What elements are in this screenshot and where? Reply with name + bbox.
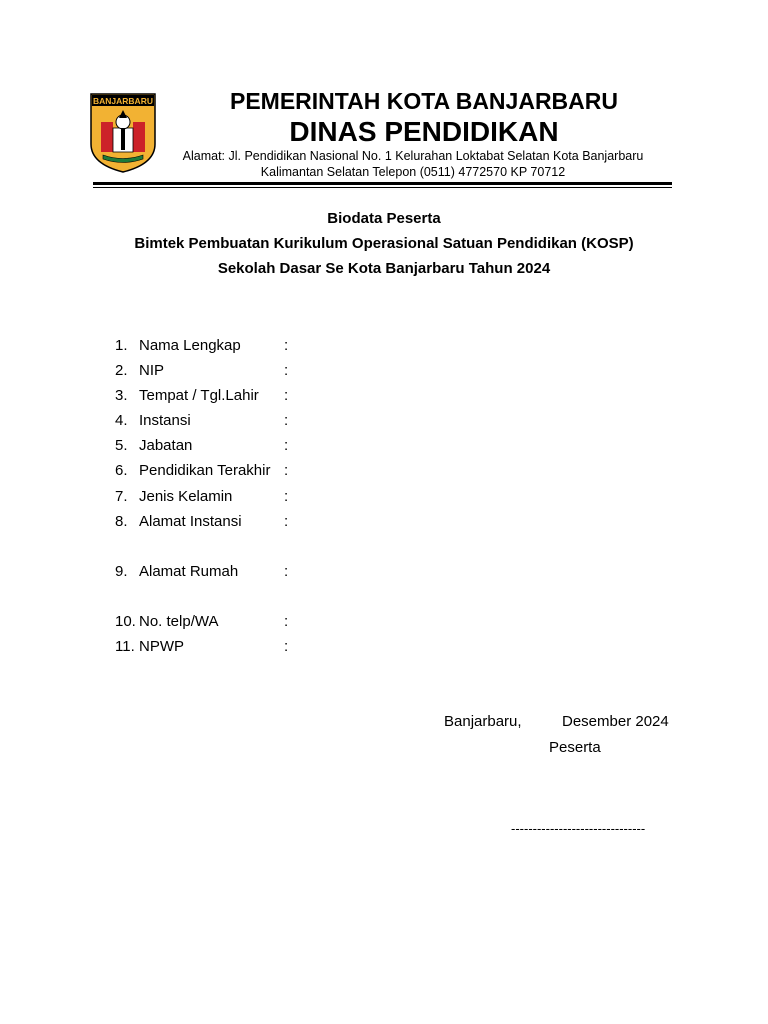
field-label: Nama Lengkap <box>139 337 241 354</box>
event-name: Bimtek Pembuatan Kurikulum Operasional Satuan Pendidikan (KOSP) <box>134 235 634 252</box>
field-number: 1. <box>115 337 128 354</box>
field-label: NPWP <box>139 638 184 655</box>
address-line-1: Alamat: Jl. Pendidikan Nasional No. 1 Kelurahan Loktabat Selatan Kota Banjarbaru <box>182 149 644 163</box>
field-colon: : <box>284 638 289 655</box>
field-colon: : <box>284 513 289 530</box>
city-emblem-logo <box>89 92 157 174</box>
field-number: 10. <box>115 613 136 630</box>
field-colon: : <box>284 387 289 404</box>
field-label: Jabatan <box>139 437 193 454</box>
field-colon: : <box>284 337 289 354</box>
agency-name: DINAS PENDIDIKAN <box>289 116 559 147</box>
field-colon: : <box>284 613 289 630</box>
field-number: 2. <box>115 362 128 379</box>
field-label: No. telp/WA <box>139 613 219 630</box>
field-label: NIP <box>139 362 165 379</box>
field-number: 8. <box>115 513 128 530</box>
field-number: 3. <box>115 387 128 404</box>
event-scope: Sekolah Dasar Se Kota Banjarbaru Tahun 2024 <box>217 260 551 277</box>
field-label: Alamat Instansi <box>139 513 242 530</box>
field-label: Alamat Rumah <box>139 563 239 580</box>
signature-place: Banjarbaru, <box>444 713 522 730</box>
field-colon: : <box>284 362 289 379</box>
field-number: 9. <box>115 563 128 580</box>
field-colon: : <box>284 412 289 429</box>
header-divider-thick <box>93 182 672 185</box>
signature-line: ------------------------------- <box>511 821 646 836</box>
agency-address <box>160 149 666 180</box>
field-label: Tempat / Tgl.Lahir <box>139 387 259 404</box>
field-label: Jenis Kelamin <box>139 488 233 505</box>
field-number: 6. <box>115 462 128 479</box>
field-colon: : <box>284 488 289 505</box>
field-number: 4. <box>115 412 128 429</box>
signature-date: Desember 2024 <box>562 713 669 730</box>
field-label: Instansi <box>139 412 191 429</box>
field-colon: : <box>284 563 289 580</box>
field-number: 5. <box>115 437 128 454</box>
field-number: 7. <box>115 488 128 505</box>
header-divider-thin <box>93 187 672 188</box>
address-line-2: Kalimantan Selatan Telepon (0511) 4772570 KP 70712 <box>260 164 566 179</box>
field-colon: : <box>284 462 289 479</box>
document-title: Biodata Peserta <box>327 210 441 227</box>
signature-role: Peserta <box>549 739 601 756</box>
logo-text: BANJARBARU <box>93 96 153 106</box>
field-label: Pendidikan Terakhir <box>139 462 271 479</box>
government-name: PEMERINTAH KOTA BANJARBARU <box>229 88 618 114</box>
field-number: 11. <box>115 638 135 655</box>
field-colon: : <box>284 437 289 454</box>
